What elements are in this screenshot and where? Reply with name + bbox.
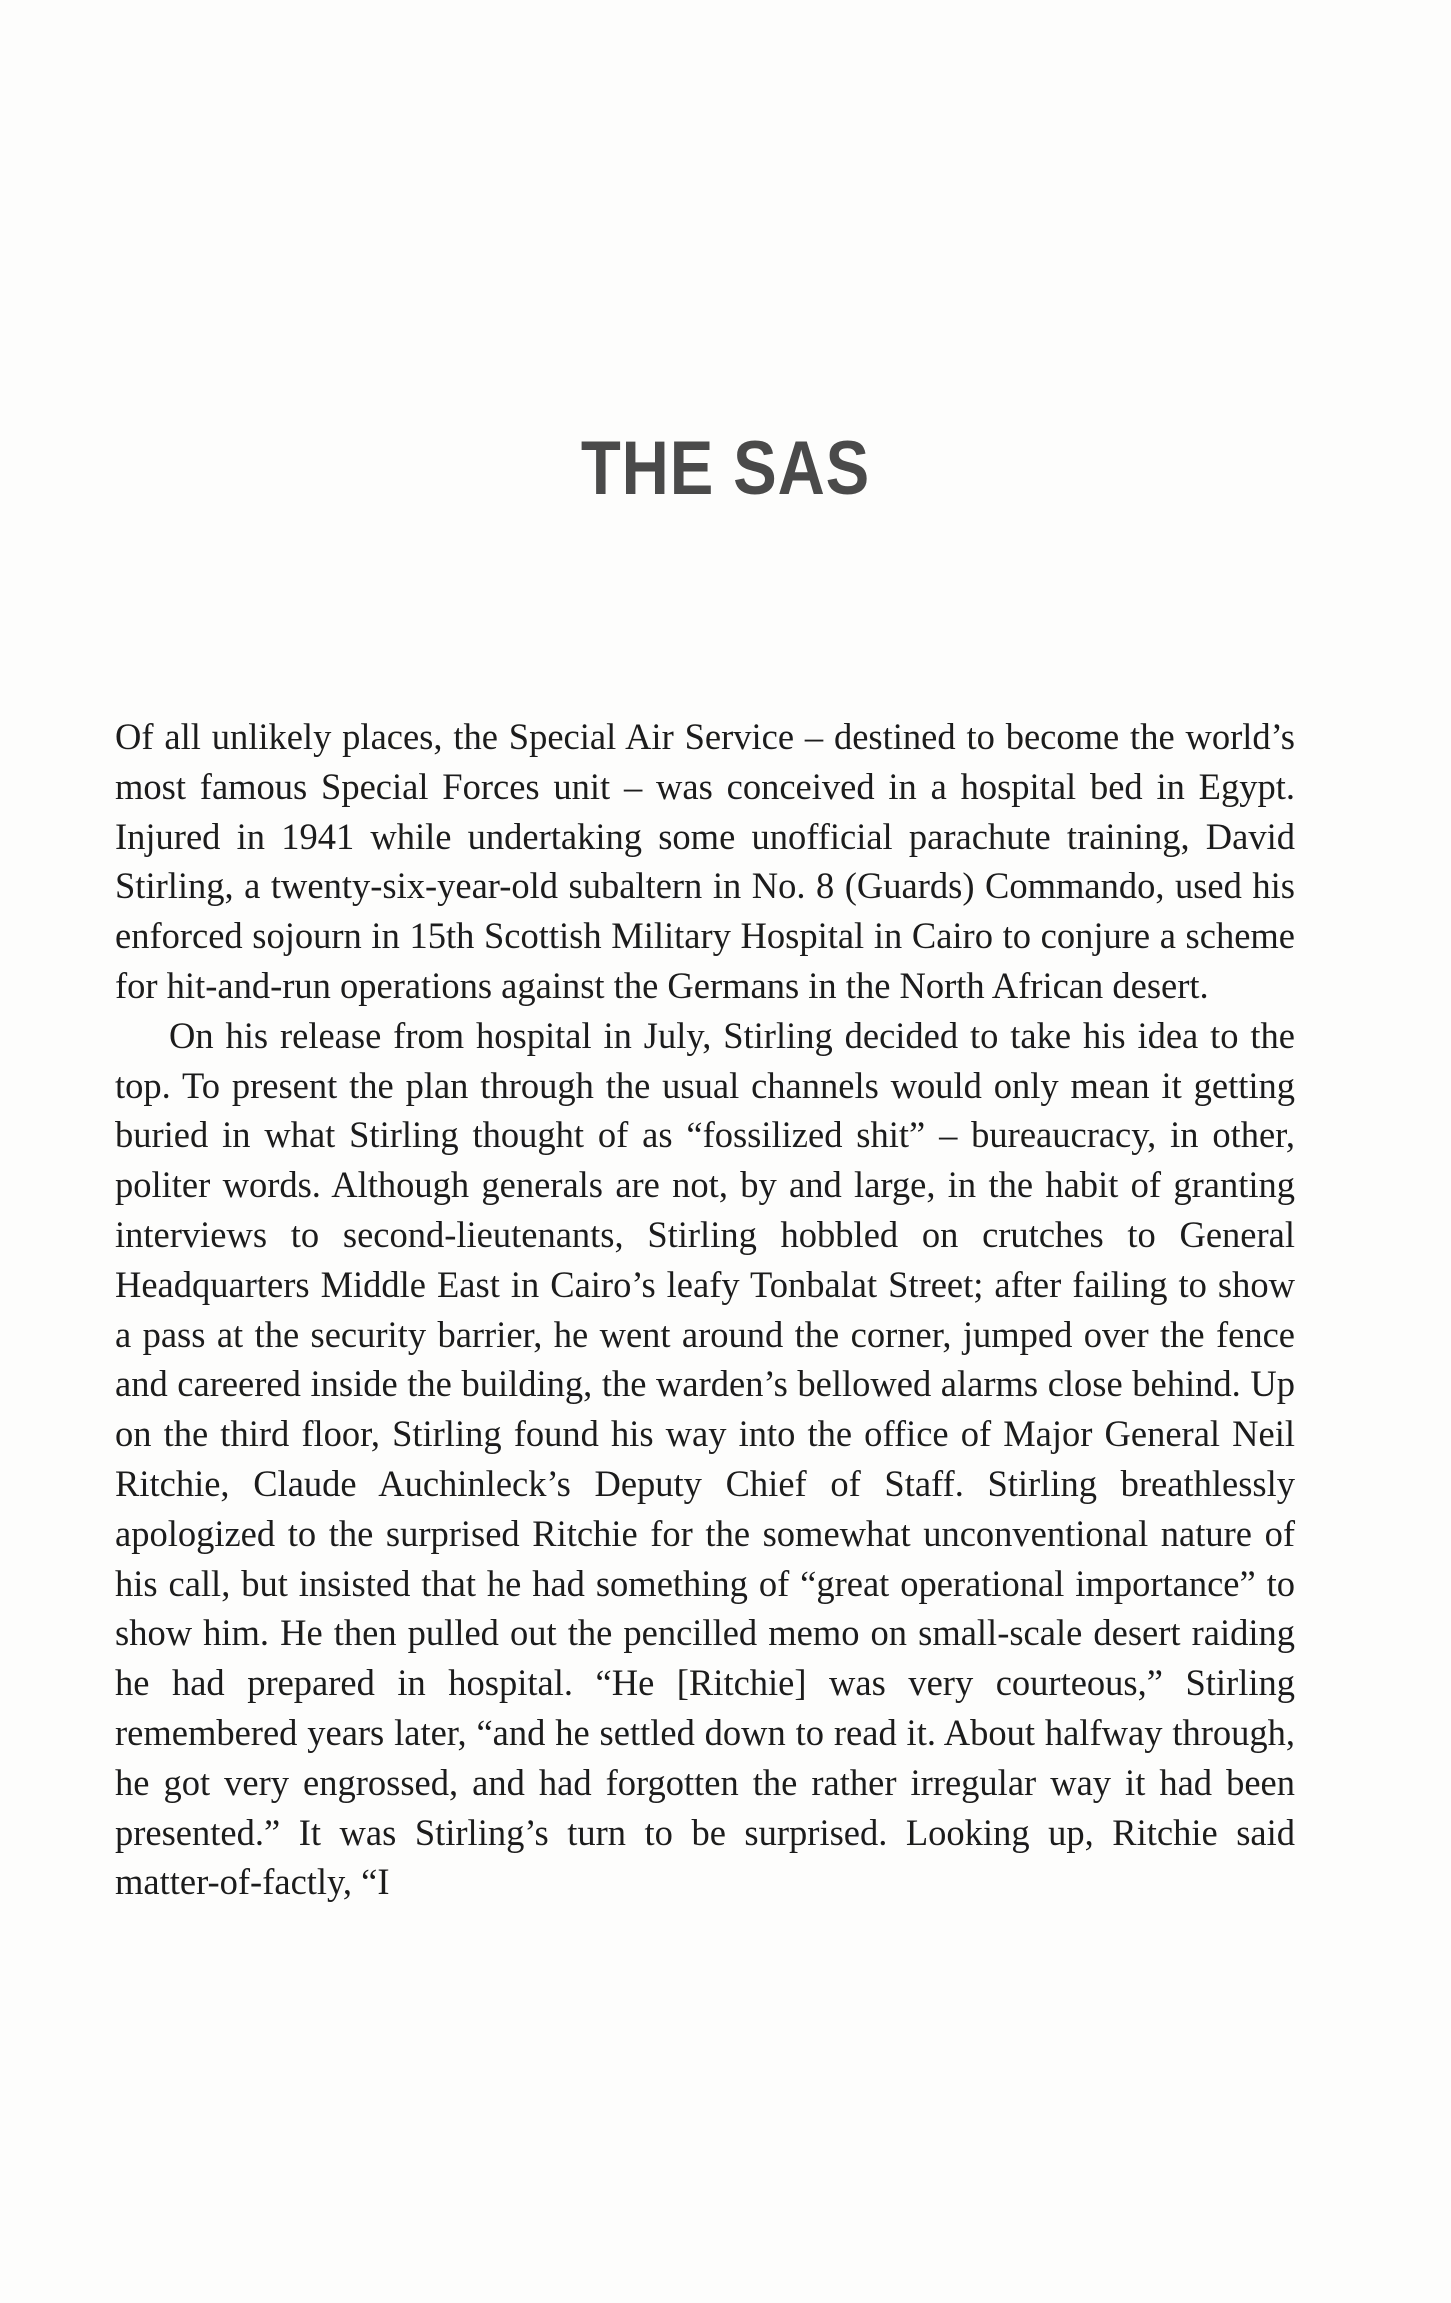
- chapter-body: [115, 712, 1295, 1907]
- paragraph-1: Of all unlikely places, the Special Air Service – destined to become the world’s most famous Special Forces unit – was conceived in a hospital bed in Egypt. Injured in 1941 while undertaking some unofficial parachute training, David Stirling, a twenty-six-year-old subaltern in No. 8 (Guards) Commando, used his enforced sojourn in 15th Scottish Military Hospital in Cairo to conjure a scheme for hit-and-run operations against the Germans in the North African desert.: [115, 716, 1295, 1006]
- paragraph-2: On his release from hospital in July, Stirling decided to take his idea to the top. To present the plan through the usual channels would only mean it getting buried in what Stirling thought of as “fossilized shit” – bureaucracy, in other, politer words. Although generals are not, by and large, in the habit of granting interviews to second-lieutenants, Stirling hobbled on crutches to General Headquarters Middle East in Cairo’s leafy Tonbalat Street; after failing to show a pass at the security barrier, he went around the corner, jumped over the fence and careered inside the building, the warden’s bellowed alarms close behind. Up on the third floor, Stirling found his way into the office of Major General Neil Ritchie, Claude Auchinleck’s Deputy Chief of Staff. Stirling breathlessly apologized to the surprised Ritchie for the somewhat unconventional nature of his call, but insisted that he had something of “great operational importance” to show him. He then pulled out the pencilled memo on small-scale desert raiding he had prepared in hospital. “He [Ritchie] was very courteous,” Stirling remembered years later, “and he settled down to read it. About halfway through, he got very engrossed, and had forgotten the rather irregular way it had been presented.” It was Stirling’s turn to be surprised. Looking up, Ritchie said matter-of-factly, “I: [115, 1014, 1295, 1903]
- chapter-title: THE SAS: [580, 426, 871, 511]
